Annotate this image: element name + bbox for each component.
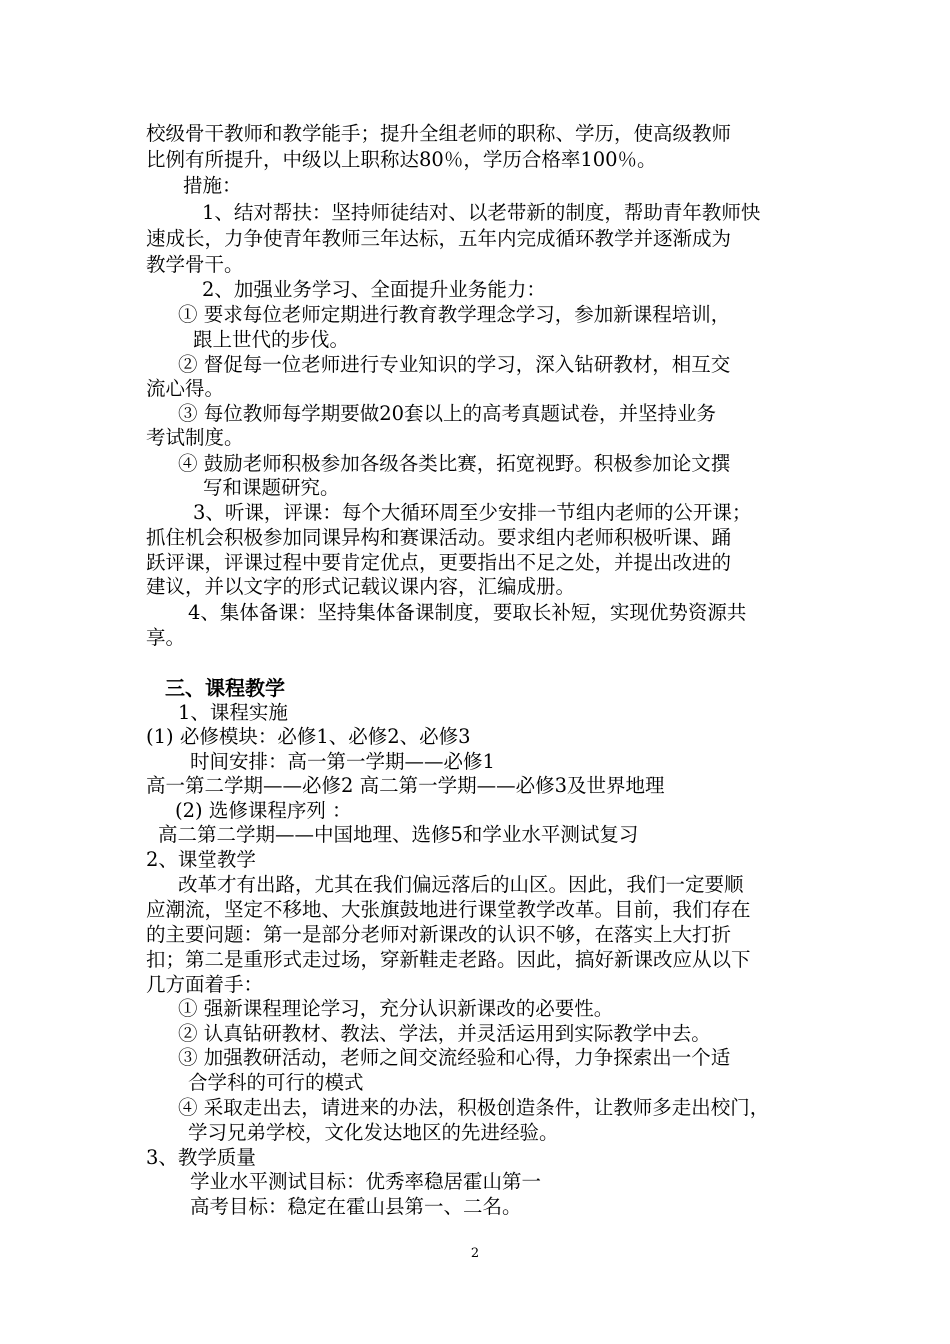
- text-line: 考试制度。: [146, 426, 244, 449]
- text-line: 跃评课，评课过程中要肯定优点，更要指出不足之处，并提出改进的: [146, 551, 732, 574]
- text-line: 教学骨干。: [146, 253, 244, 276]
- text-line: 3、教学质量: [146, 1146, 256, 1169]
- text-line: 时间安排：高一第一学期——必修1: [190, 750, 495, 773]
- page-number: 2: [470, 1246, 480, 1261]
- text-line: ② 督促每一位老师进行专业知识的学习，深入钻研教材，相互交: [178, 353, 731, 376]
- text-line: 合学科的可行的模式: [188, 1071, 364, 1094]
- text-line: 学业水平测试目标：优秀率稳居霍山第一: [190, 1170, 542, 1193]
- text-line: 1、课程实施: [178, 701, 288, 724]
- section-heading: 三、课程教学: [165, 676, 285, 700]
- text-line: 3、听课，评课：每个大循环周至少安排一节组内老师的公开课；: [193, 501, 752, 524]
- text-line: 高考目标：稳定在霍山县第一、二名。: [190, 1195, 522, 1218]
- text-line: ③ 加强教研活动，老师之间交流经验和心得，力争探索出一个适: [178, 1046, 731, 1069]
- text-line: 速成长，力争使青年教师三年达标，五年内完成循环教学并逐渐成为: [146, 227, 732, 250]
- text-line: (1) 必修模块：必修1、必修2、必修3: [146, 725, 471, 748]
- text-line: 2、课堂教学: [146, 848, 256, 871]
- text-line: 的主要问题：第一是部分老师对新课改的认识不够，在落实上大打折: [146, 923, 732, 946]
- text-line: 校级骨干教师和教学能手；提升全组老师的职称、学历，使高级教师: [146, 122, 732, 145]
- text-line: 措施：: [183, 174, 242, 197]
- text-line: 1、结对帮扶：坚持师徒结对、以老带新的制度，帮助青年教师快: [202, 201, 761, 224]
- text-line: ④ 鼓励老师积极参加各级各类比赛，拓宽视野。积极参加论文撰: [178, 452, 731, 475]
- text-line: 高一第二学期——必修2 高二第一学期——必修3及世界地理: [146, 774, 665, 797]
- text-line: (2) 选修课程序列 ：: [175, 799, 352, 822]
- text-line: 享。: [146, 626, 186, 649]
- text-line: 2、加强业务学习、全面提升业务能力：: [202, 278, 546, 301]
- text-line: ① 要求每位老师定期进行教育教学理念学习，参加新课程培训，: [178, 303, 731, 326]
- text-line: 应潮流，坚定不移地、大张旗鼓地进行课堂教学改革。目前，我们存在: [146, 898, 751, 921]
- text-line: 跟上世代的步伐。: [193, 328, 350, 351]
- text-line: 4、集体备课：坚持集体备课制度，要取长补短，实现优势资源共: [188, 601, 747, 624]
- text-line: 抓住机会积极参加同课异构和赛课活动。要求组内老师积极听课、踊: [146, 526, 732, 549]
- text-line: ① 强新课程理论学习，充分认识新课改的必要性。: [178, 997, 614, 1020]
- text-line: 建议，并以文字的形式记载议课内容，汇编成册。: [146, 575, 576, 598]
- text-line: 写和课题研究。: [203, 476, 340, 499]
- text-line: 流心得。: [146, 377, 225, 400]
- text-line: ③ 每位教师每学期要做20套以上的高考真题试卷，并坚持业务: [178, 402, 717, 425]
- text-line: 高二第二学期——中国地理、选修5和学业水平测试复习: [158, 823, 639, 846]
- text-line: 比例有所提升，中级以上职称达80％，学历合格率100％。: [146, 148, 657, 171]
- text-line: 改革才有出路，尤其在我们偏远落后的山区。因此，我们一定要顺: [178, 873, 744, 896]
- text-line: ② 认真钻研教材、教法、学法，并灵活运用到实际教学中去。: [178, 1022, 711, 1045]
- text-line: 学习兄弟学校，文化发达地区的先进经验。: [188, 1121, 559, 1144]
- text-line: 扣；第二是重形式走过场，穿新鞋走老路。因此，搞好新课改应从以下: [146, 948, 751, 971]
- text-line: 几方面着手：: [146, 973, 264, 996]
- text-line: ④ 采取走出去，请进来的办法，积极创造条件，让教师多走出校门，: [178, 1096, 770, 1119]
